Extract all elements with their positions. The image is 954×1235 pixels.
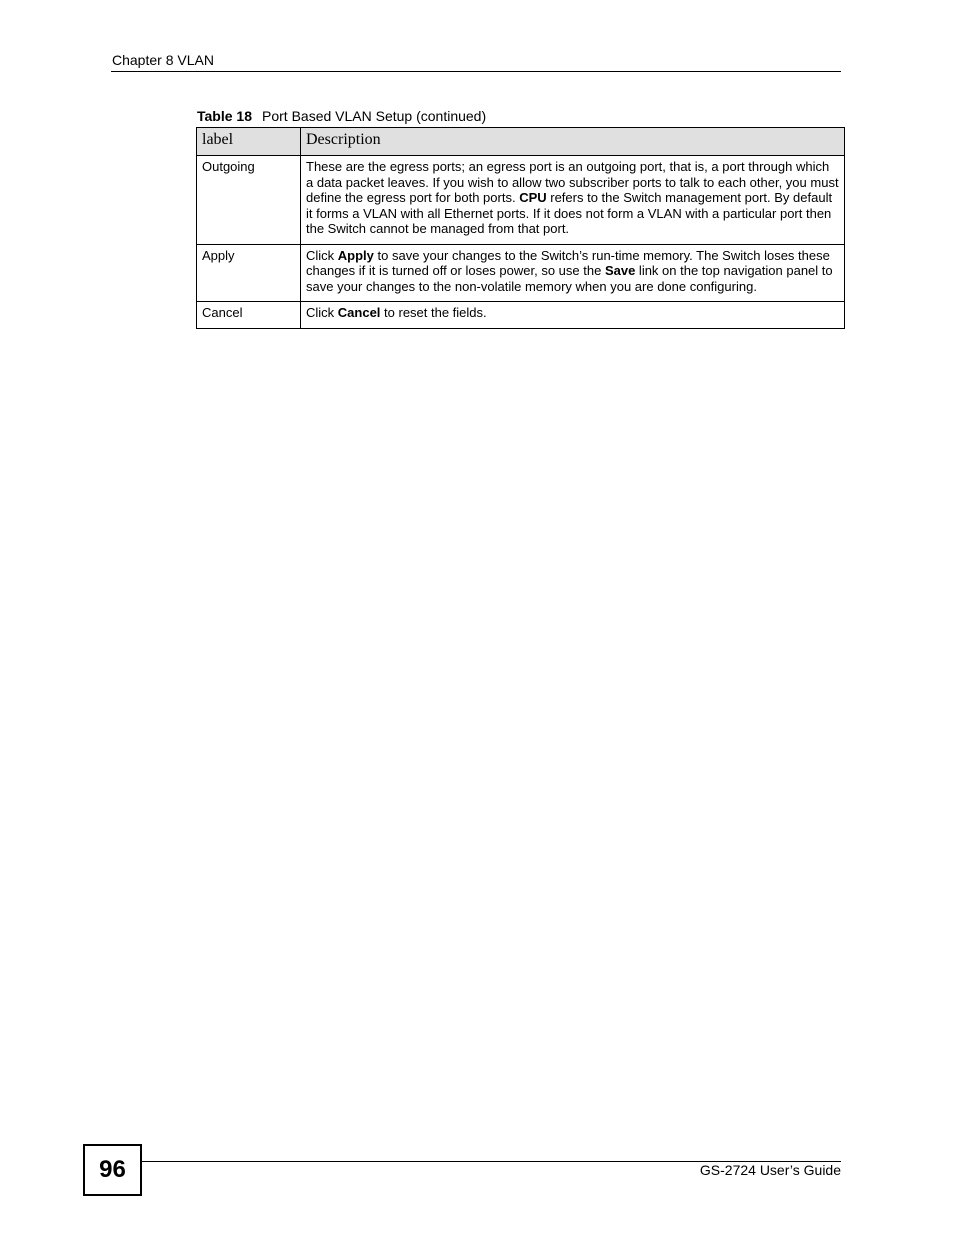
guide-title: GS-2724 User’s Guide	[699, 1162, 841, 1178]
description-text: These are the egress ports; an egress port is an outgoing port, that is, a port through which a data packet leaves. If you wish to allow two subscriber ports to talk to each other, you must define the egress port for both ports.	[306, 159, 839, 205]
description-text: to save your changes to the Switch’s run-time memory. The Switch loses these changes if it is turned off or loses power, so use the	[306, 247, 830, 278]
description-text: Click	[306, 247, 338, 263]
column-header-description: Description	[301, 128, 845, 156]
chapter-header: Chapter 8 VLAN	[112, 52, 214, 68]
table-caption	[197, 108, 486, 125]
table-number: Table 18	[197, 108, 252, 124]
description-keyword: CPU	[519, 190, 547, 205]
description-text: link on the top navigation panel to save your changes to the non-volatile memory when you are done configuring.	[306, 263, 833, 294]
table-row	[197, 302, 845, 329]
table-title: Port Based VLAN Setup (continued)	[262, 108, 487, 124]
header-divider	[111, 71, 841, 72]
page-number: 96	[83, 1144, 142, 1196]
description-text: Click	[306, 305, 338, 320]
row-label: Apply	[197, 244, 301, 302]
row-label: Outgoing	[197, 156, 301, 245]
table-row	[197, 244, 845, 302]
column-header-label: label	[197, 128, 301, 156]
port-vlan-table	[196, 127, 845, 329]
description-text: refers to the Switch management port. By default it forms a VLAN with all Ethernet ports. If it does not form a VLAN with a particular port then the Switch cannot be managed from that port.	[306, 190, 833, 236]
row-description	[301, 244, 845, 302]
row-label: Cancel	[197, 302, 301, 329]
table-row	[197, 156, 845, 245]
table-header-row	[197, 128, 845, 156]
description-keyword: Apply	[337, 247, 374, 263]
row-description	[301, 156, 845, 245]
description-text: to reset the fields.	[380, 305, 487, 320]
description-keyword: Cancel	[337, 305, 381, 320]
row-description	[301, 302, 845, 329]
description-keyword: Save	[604, 263, 636, 278]
